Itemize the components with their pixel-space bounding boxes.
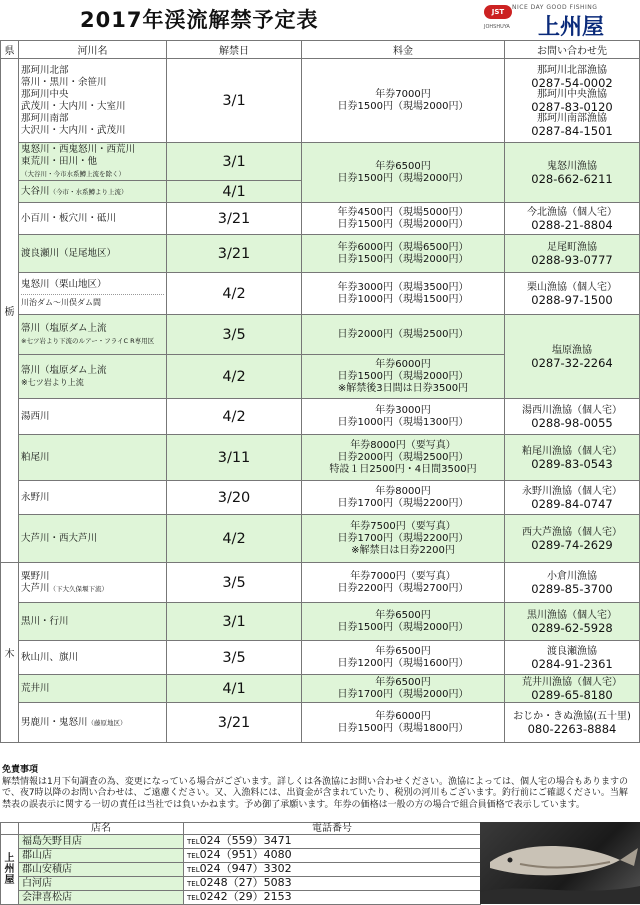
river-cell: 箒川（塩原ダム上流 ※七ツ岩より下流のルアー・フライC R専用区: [19, 315, 167, 355]
river-cell: 男鹿川・鬼怒川（藤原地区）: [19, 703, 167, 743]
date-cell: 3/5: [167, 641, 302, 675]
date-cell: 3/5: [167, 563, 302, 603]
shop-tel: TEL024（559）3471: [184, 835, 481, 849]
fee-cell: 年券8000円（要写真） 日券2000円（現場2500円） 特設１日2500円・4日間3500円: [302, 435, 505, 481]
fee-cell: 年券6000円（現場6500円） 日券1500円（現場2000円）: [302, 235, 505, 273]
contact-cell: 小倉川漁協 0289-85-3700: [505, 563, 640, 603]
disclaimer-heading: 免責事項: [2, 765, 39, 775]
contact-cell: 足尾町漁協 0288-93-0777: [505, 235, 640, 273]
table-header-row: [1, 41, 640, 59]
date-cell: 3/21: [167, 203, 302, 235]
logo-tagline: NICE DAY GOOD FISHING: [512, 4, 598, 11]
shop-header-tel: 電話番号: [184, 823, 481, 835]
date-cell: 3/21: [167, 703, 302, 743]
logo-name: 上州屋: [538, 14, 605, 40]
fee-cell: 年券6500円 日券1500円（現場2000円）: [302, 603, 505, 641]
contact-cell: 黒川漁協（個人宅） 0289-62-5928: [505, 603, 640, 641]
shop-name: 福島矢野目店: [19, 835, 184, 849]
fee-cell: 年券6500円 日券1200円（現場1600円）: [302, 641, 505, 675]
shop-table: [0, 822, 481, 905]
logo-romaji: JOHSHUYA: [484, 24, 510, 30]
shop-row: [1, 877, 481, 891]
table-row: [1, 481, 640, 515]
fee-cell: 年券4500円（現場5000円） 日券1500円（現場2000円）: [302, 203, 505, 235]
shop-header-blank: [1, 823, 19, 835]
river-cell: 荒井川: [19, 675, 167, 703]
date-cell: 4/2: [167, 273, 302, 315]
shop-tel: TEL024（947）3302: [184, 863, 481, 877]
river-cell: 湯西川: [19, 399, 167, 435]
shop-tel: TEL0248（27）5083: [184, 877, 481, 891]
date-cell: 3/1: [167, 59, 302, 143]
contact-cell: 西大芦漁協（個人宅） 0289-74-2629: [505, 515, 640, 563]
table-row: [1, 603, 640, 641]
contact-cell: 湯西川漁協（個人宅） 0288-98-0055: [505, 399, 640, 435]
contact-cell: 今北漁協（個人宅） 0288-21-8804: [505, 203, 640, 235]
contact-cell: 塩原漁協 0287-32-2264: [505, 315, 640, 399]
shop-tel: TEL0242（29）2153: [184, 891, 481, 905]
header-contact: お問い合わせ先: [505, 41, 640, 59]
table-row: [1, 235, 640, 273]
header-river: 河川名: [19, 41, 167, 59]
river-cell: 那珂川北部 箒川・黒川・余笹川 那珂川中央 武茂川・大内川・大室川 那珂川南部 大沢川・大内川・武茂川: [19, 59, 167, 143]
shop-name: 郡山安積店: [19, 863, 184, 877]
river-cell: 大谷川（今市・水系鱒より上流）: [19, 181, 167, 203]
contact-cell: 渡良瀬漁協 0284-91-2361: [505, 641, 640, 675]
river-cell: 鬼怒川（栗山地区） 川治ダム～川俣ダム間: [19, 273, 167, 315]
table-row: [1, 515, 640, 563]
contact-cell: 粕尾川漁協（個人宅） 0289-83-0543: [505, 435, 640, 481]
johshuya-logo: [480, 2, 638, 38]
fee-cell: 年券7500円（要写真） 日券1700円（現場2200円） ※解禁日は日券2200円: [302, 515, 505, 563]
fee-cell: 日券2000円（現場2500円）: [302, 315, 505, 355]
river-cell: 箒川（塩原ダム上流 ※七ツ岩より上流: [19, 355, 167, 399]
river-cell: 渡良瀬川（足尾地区）: [19, 235, 167, 273]
header-fee: 料金: [302, 41, 505, 59]
fee-cell: 年券6500円 日券1700円（現場2000円）: [302, 675, 505, 703]
fee-cell: 年券6000円 日券1500円（現場1800円）: [302, 703, 505, 743]
page-title: 2017年渓流解禁予定表: [80, 8, 319, 32]
shop-brand-vertical: 上州屋: [1, 835, 19, 905]
disclaimer-body: 解禁情報は1月下旬調査の為、変更になっている場合がございます。詳しくは各漁協にお問い合わせください。漁協によっては、個人宅の場合もありますので、夜7時以降のお問い合わせは、ご遠慮ください。又、入漁料には、出資金が含まれていたり、税別の河川もございます。釣行前にご確認ください。当解禁表の誤表示に関する一切の責任は当社では負いかねます。予め御了承願います。年券の価格は一般の方の場合で組合員価格で表示しています。: [2, 776, 629, 810]
river-cell: 粕尾川: [19, 435, 167, 481]
fee-cell: 年券8000円 日券1700円（現場2200円）: [302, 481, 505, 515]
date-cell: 3/21: [167, 235, 302, 273]
river-cell: 小百川・板穴川・砥川: [19, 203, 167, 235]
date-cell: 4/2: [167, 515, 302, 563]
table-row: [1, 641, 640, 675]
fee-cell: 年券6000円 日券1500円（現場2000円） ※解禁後3日間は日券3500円: [302, 355, 505, 399]
shop-name: 白河店: [19, 877, 184, 891]
date-cell: 3/20: [167, 481, 302, 515]
date-cell: 4/2: [167, 355, 302, 399]
date-cell: 4/1: [167, 675, 302, 703]
river-cell: 黒川・行川: [19, 603, 167, 641]
fee-cell: 年券3000円（現場3500円） 日券1000円（現場1500円）: [302, 273, 505, 315]
river-cell: 大芦川・西大芦川: [19, 515, 167, 563]
opening-schedule-table: [0, 40, 640, 743]
date-cell: 3/1: [167, 143, 302, 181]
shop-row: [1, 835, 481, 849]
shop-header-row: [1, 823, 481, 835]
shop-row: [1, 891, 481, 905]
contact-cell: おじか・きぬ漁協(五十里) 080-2263-8884: [505, 703, 640, 743]
table-row: [1, 435, 640, 481]
date-cell: 3/5: [167, 315, 302, 355]
shop-name: 郡山店: [19, 849, 184, 863]
shop-tel: TEL024（951）4080: [184, 849, 481, 863]
contact-cell: 栗山漁協（個人宅） 0288-97-1500: [505, 273, 640, 315]
contact-cell: 那珂川北部漁協 0287-54-0002 那珂川中央漁協 0287-83-0120 那珂川南部漁協 0287-84-1501: [505, 59, 640, 143]
river-cell: 永野川: [19, 481, 167, 515]
fee-cell: 年券7000円（要写真） 日券2200円（現場2700円）: [302, 563, 505, 603]
pref-tochigi: 栃: [1, 59, 19, 563]
river-cell: 粟野川 大芦川（下大久保堰下流）: [19, 563, 167, 603]
table-row: [1, 563, 640, 603]
shop-header-name: 店名: [19, 823, 184, 835]
river-cell: 鬼怒川・西鬼怒川・西荒川 東荒川・田川・他 （大谷川・今市水系鱒上流を除く）: [19, 143, 167, 181]
logo-badge: JST: [484, 5, 512, 19]
contact-cell: 鬼怒川漁協 028-662-6211: [505, 143, 640, 203]
disclaimer: [2, 765, 636, 811]
fee-cell: 年券6500円 日券1500円（現場2000円）: [302, 143, 505, 203]
trout-icon: [480, 822, 640, 904]
fee-cell: 年券7000円 日券1500円（現場2000円）: [302, 59, 505, 143]
contact-cell: 荒井川漁協（個人宅） 0289-65-8180: [505, 675, 640, 703]
shop-name: 会津喜松店: [19, 891, 184, 905]
river-cell: 秋山川、旗川: [19, 641, 167, 675]
table-row: [1, 143, 640, 181]
title-bar: [0, 0, 640, 40]
table-row: [1, 315, 640, 355]
date-cell: 4/2: [167, 399, 302, 435]
table-row: [1, 399, 640, 435]
shop-row: [1, 863, 481, 877]
date-cell: 3/11: [167, 435, 302, 481]
table-row: [1, 675, 640, 703]
date-cell: 4/1: [167, 181, 302, 203]
fee-cell: 年券3000円 日券1000円（現場1300円）: [302, 399, 505, 435]
trout-photo: [480, 822, 640, 904]
table-row: [1, 703, 640, 743]
table-row: [1, 273, 640, 315]
table-row: [1, 203, 640, 235]
contact-cell: 永野川漁協（個人宅） 0289-84-0747: [505, 481, 640, 515]
date-cell: 3/1: [167, 603, 302, 641]
pref-ki: 木: [1, 563, 19, 743]
table-row: [1, 59, 640, 143]
header-date: 解禁日: [167, 41, 302, 59]
shop-row: [1, 849, 481, 863]
header-pref: 県: [1, 41, 19, 59]
